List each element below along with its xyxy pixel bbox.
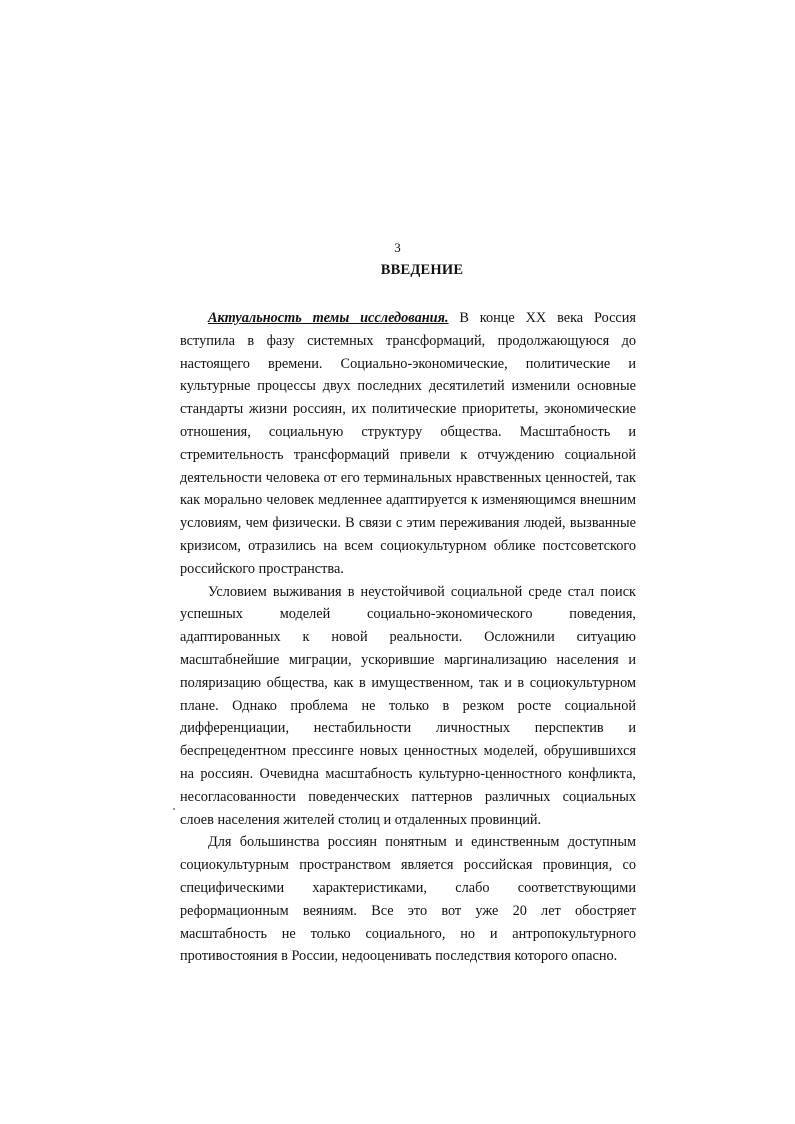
paragraph-2	[180, 581, 636, 832]
body-text	[180, 307, 636, 968]
page-number: 3	[394, 240, 401, 255]
page-title: ВВЕДЕНИЕ	[380, 262, 464, 278]
paragraph-text: В конце XX века Россия вступила в фазу системных трансформаций, продолжающуюся до настоящего времени. Социально-экономические, политические и культурные процессы двух последних десятилетий изменили основные стандарты жизни россиян, их политические приоритеты, экономические отношения, социальную структуру общества. Масштабность и стремительность трансформаций привели к отчуждению социальной деятельности человека от его терминальных нравственных ценностей, так как морально человек медленнее адаптируется к изменяющимся внешним условиям, чем физически. В связи с этим переживания людей, вызванные кризисом, отразились на всем социокультурном облике постсоветского российского пространства.	[180, 310, 636, 577]
paragraph-3	[180, 831, 636, 968]
paragraph-1	[180, 307, 636, 581]
paragraph-text: Для большинства россиян понятным и единственным доступным социокультурным пространством является российская провинция, со специфическими характеристиками, слабо соответствующими реформационным веяниям. Все это вот уже 20 лет обостряет масштабность не только социального, но и антропокультурного противостояния в России, недооценивать последствия которого опасно.	[180, 834, 636, 965]
paragraph-text: Условием выживания в неустойчивой социальной среде стал поиск успешных моделей социально-экономического поведения, адаптированных к новой реальности. Осложнили ситуацию масштабнейшие миграции, ускорившие маргинализацию населения и поляризацию общества, как в имущественном, так и в социокультурном плане. Однако проблема не только в резком росте социальной дифференциации, нестабильности личностных перспектив и беспрецедентном прессинге новых ценностных моделей, обрушившихся на россиян. Очевидна масштабность культурно-ценностного конфликта, несогласованности поведенческих паттернов различных социальных слоев населения жителей столиц и отдаленных провинций.	[180, 583, 636, 828]
paragraph-lead: Актуальность темы исследования.	[208, 310, 449, 326]
scan-speck	[173, 808, 175, 810]
